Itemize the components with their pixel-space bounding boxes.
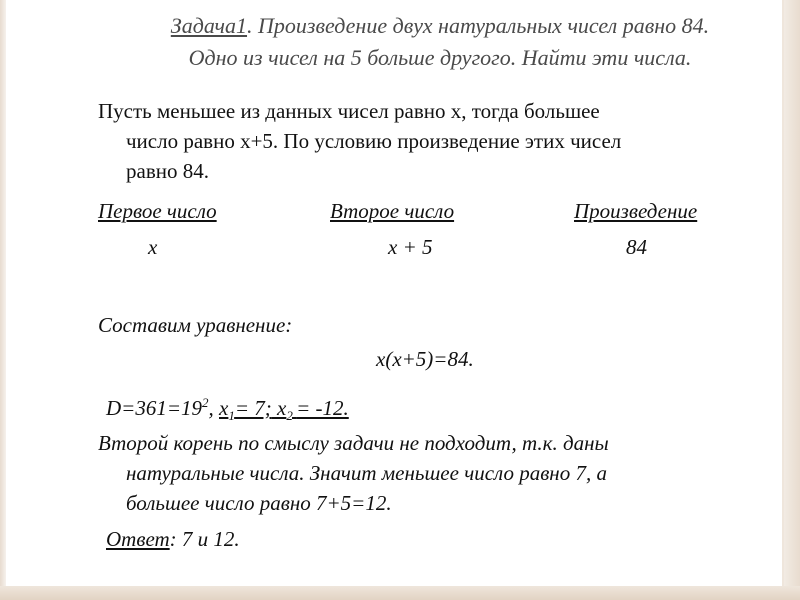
header-first-number: Первое число [98, 199, 217, 223]
root-x2 [271, 396, 349, 424]
header-second-number: Второе число [330, 199, 455, 223]
title-line2: Одно из чисел на 5 больше другого. Найти эти числа. [188, 45, 692, 70]
value-product: 84 [626, 235, 647, 259]
equation-intro-row [98, 310, 788, 340]
value-first-number: х [148, 235, 158, 259]
task-label: Задача1 [170, 13, 248, 38]
root-x1-base: x [219, 396, 229, 420]
intro-line3: равно 84. [126, 159, 209, 183]
table-value-row [98, 232, 788, 262]
discriminant-line [106, 388, 349, 431]
intro-paragraph [98, 96, 788, 186]
answer-label: Ответ [106, 527, 170, 551]
root-x2-subscript: 2 [286, 408, 297, 424]
root-x1 [219, 396, 272, 424]
root-x2-value: = -12. [296, 396, 349, 420]
discriminant-exponent: 2 [202, 395, 209, 410]
conclusion-line2: натуральные числа. Значит меньшее число равно 7, а [126, 461, 607, 485]
answer-value: : 7 и 12. [169, 527, 240, 551]
intro-line2: число равно х+5. По условию произведение этих чисел [126, 129, 622, 153]
equation-intro: Составим уравнение: [98, 313, 293, 337]
equation: х(х+5)=84. [376, 347, 474, 371]
discriminant-separator: , [208, 396, 220, 420]
conclusion-line3: большее число равно 7+5=12. [126, 491, 392, 515]
slide-frame-bottom [0, 586, 800, 600]
slide-title [100, 10, 780, 74]
conclusion-line1: Второй корень по смыслу задачи не подходит, т.к. даны [98, 431, 609, 455]
answer-line [106, 524, 240, 554]
value-second-number: х + 5 [388, 235, 433, 259]
slide-frame-left [0, 0, 6, 600]
root-x1-subscript: 1 [228, 408, 235, 424]
discriminant-text: D=361=19 [106, 396, 203, 420]
root-x1-value: = 7; [234, 396, 272, 420]
header-product: Произведение [574, 199, 698, 223]
intro-line1: Пусть меньшее из данных чисел равно х, тогда большее [98, 99, 600, 123]
root-x2-base: x [271, 396, 287, 420]
table-header-row [98, 196, 788, 226]
conclusion-paragraph [98, 428, 788, 518]
title-line1: . Произведение двух натуральных чисел равно 84. [247, 13, 710, 38]
